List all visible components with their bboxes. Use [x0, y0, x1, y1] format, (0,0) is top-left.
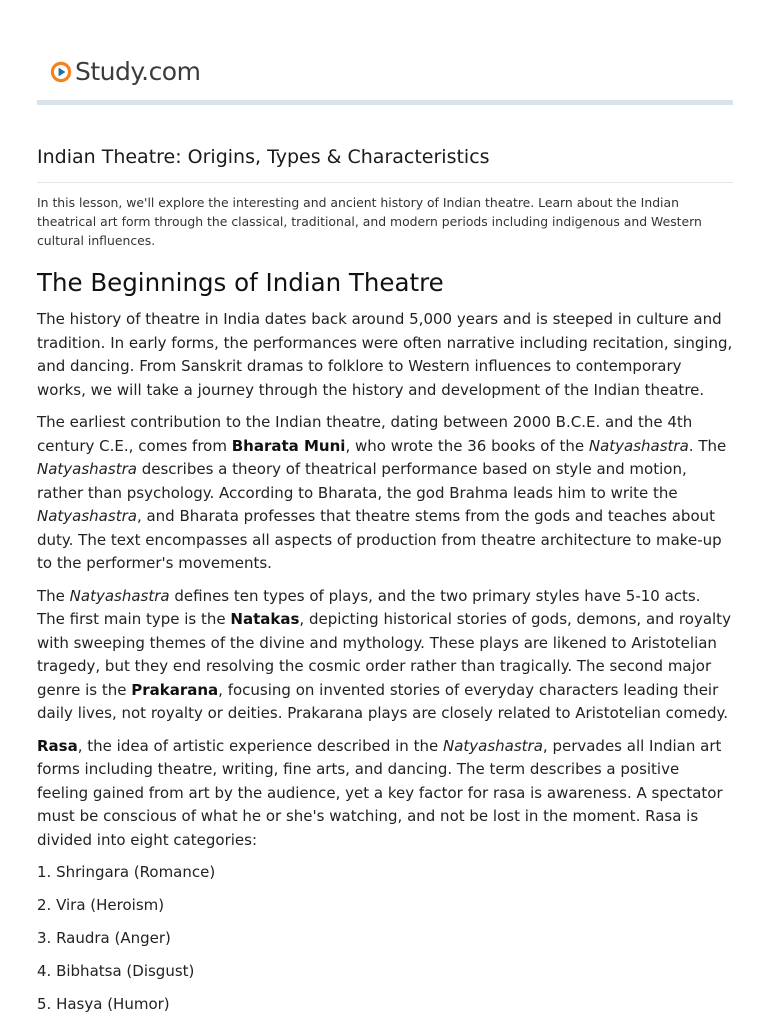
- paragraph-natyashastra: [37, 411, 733, 576]
- p4-text-1: , the idea of artistic experience described in the: [77, 736, 443, 755]
- title-divider: [37, 182, 733, 183]
- p4-text-2: , pervades all Indian art forms including theatre, writing, fine arts, and dancing. The term describes a positive feeling gained from art by the audience, yet a key factor for rasa is awareness. A spectator must be conscious of what he or she's watching, and not be lost in the moment. Rasa is divided into eight categories:: [37, 736, 723, 849]
- p2-text-4: describes a theory of theatrical performance based on style and motion, rather than psychology. According to Bharata, the god Brahma leads him to write the: [37, 460, 687, 502]
- play-circle-logo-icon: [50, 61, 72, 83]
- term-prakarana: Prakarana: [131, 680, 219, 699]
- lesson-title: Indian Theatre: Origins, Types & Characteristics: [37, 146, 490, 168]
- p3-text-1: The: [37, 586, 70, 605]
- title-natyashastra: Natyashastra: [588, 436, 689, 455]
- term-bharata-muni: Bharata Muni: [231, 436, 346, 455]
- p2-text-1: The earliest contribution to the Indian theatre, dating between 2000 B.C.E. and the 4th century C.E., comes from: [37, 413, 693, 455]
- list-item: 5. Hasya (Humor): [37, 995, 170, 1013]
- title-natyashastra: Natyashastra: [69, 586, 170, 605]
- list-item: 1. Shringara (Romance): [37, 863, 216, 881]
- study-logo[interactable]: [50, 56, 200, 88]
- title-natyashastra: Natyashastra: [37, 507, 137, 525]
- paragraph-rasa: [37, 735, 733, 853]
- p3-text-2: defines ten types of plays, and the two primary styles have 5-10 acts. The first main type is the: [37, 586, 701, 628]
- lesson-summary: In this lesson, we'll explore the interesting and ancient history of Indian theatre. Learn about the Indian theatrical art form through the classical, traditional, and modern periods including indigenous and Western cultural influences.: [37, 195, 702, 248]
- term-rasa: Rasa: [37, 736, 78, 755]
- list-item: 3. Raudra (Anger): [37, 929, 171, 947]
- list-item: 2. Vira (Heroism): [37, 896, 165, 914]
- list-item: 4. Bibhatsa (Disgust): [37, 962, 195, 980]
- brand-name: Study.com: [75, 57, 201, 86]
- p3-text-4: , focusing on invented stories of everyday characters leading their daily lives, not royalty or deities. Prakarana plays are closely related to Aristotelian comedy.: [37, 680, 728, 722]
- p2-text-2: , who wrote the 36 books of the: [345, 436, 589, 455]
- title-natyashastra: Natyashastra: [37, 460, 137, 478]
- paragraph-history: The history of theatre in India dates back around 5,000 years and is steeped in culture and tradition. In early forms, the performances were often narrative including recitation, singing, and dancing. From Sanskrit dramas to folklore to Western influences to contemporary works, we will take a journey through the history and development of the Indian theatre.: [37, 310, 733, 399]
- header-divider: [37, 100, 733, 105]
- lesson-content: [37, 266, 733, 1026]
- p3-text-3: , depicting historical stories of gods, demons, and royalty with sweeping themes of the divine and mythology. These plays are likened to Aristotelian tragedy, but they end resolving the cosmic order rather than tragically. The second major genre is the: [37, 610, 731, 699]
- section-heading: The Beginnings of Indian Theatre: [37, 268, 444, 297]
- title-natyashastra: Natyashastra: [442, 736, 543, 755]
- p2-text-5: , and Bharata professes that theatre stems from the gods and teaches about duty. The text encompasses all aspects of production from theatre architecture to make-up to the performer's movements.: [37, 507, 722, 572]
- term-natakas: Natakas: [230, 610, 300, 628]
- p2-text-3: . The: [688, 436, 727, 455]
- rasa-list: [37, 861, 733, 1017]
- paragraph-play-types: [37, 585, 733, 726]
